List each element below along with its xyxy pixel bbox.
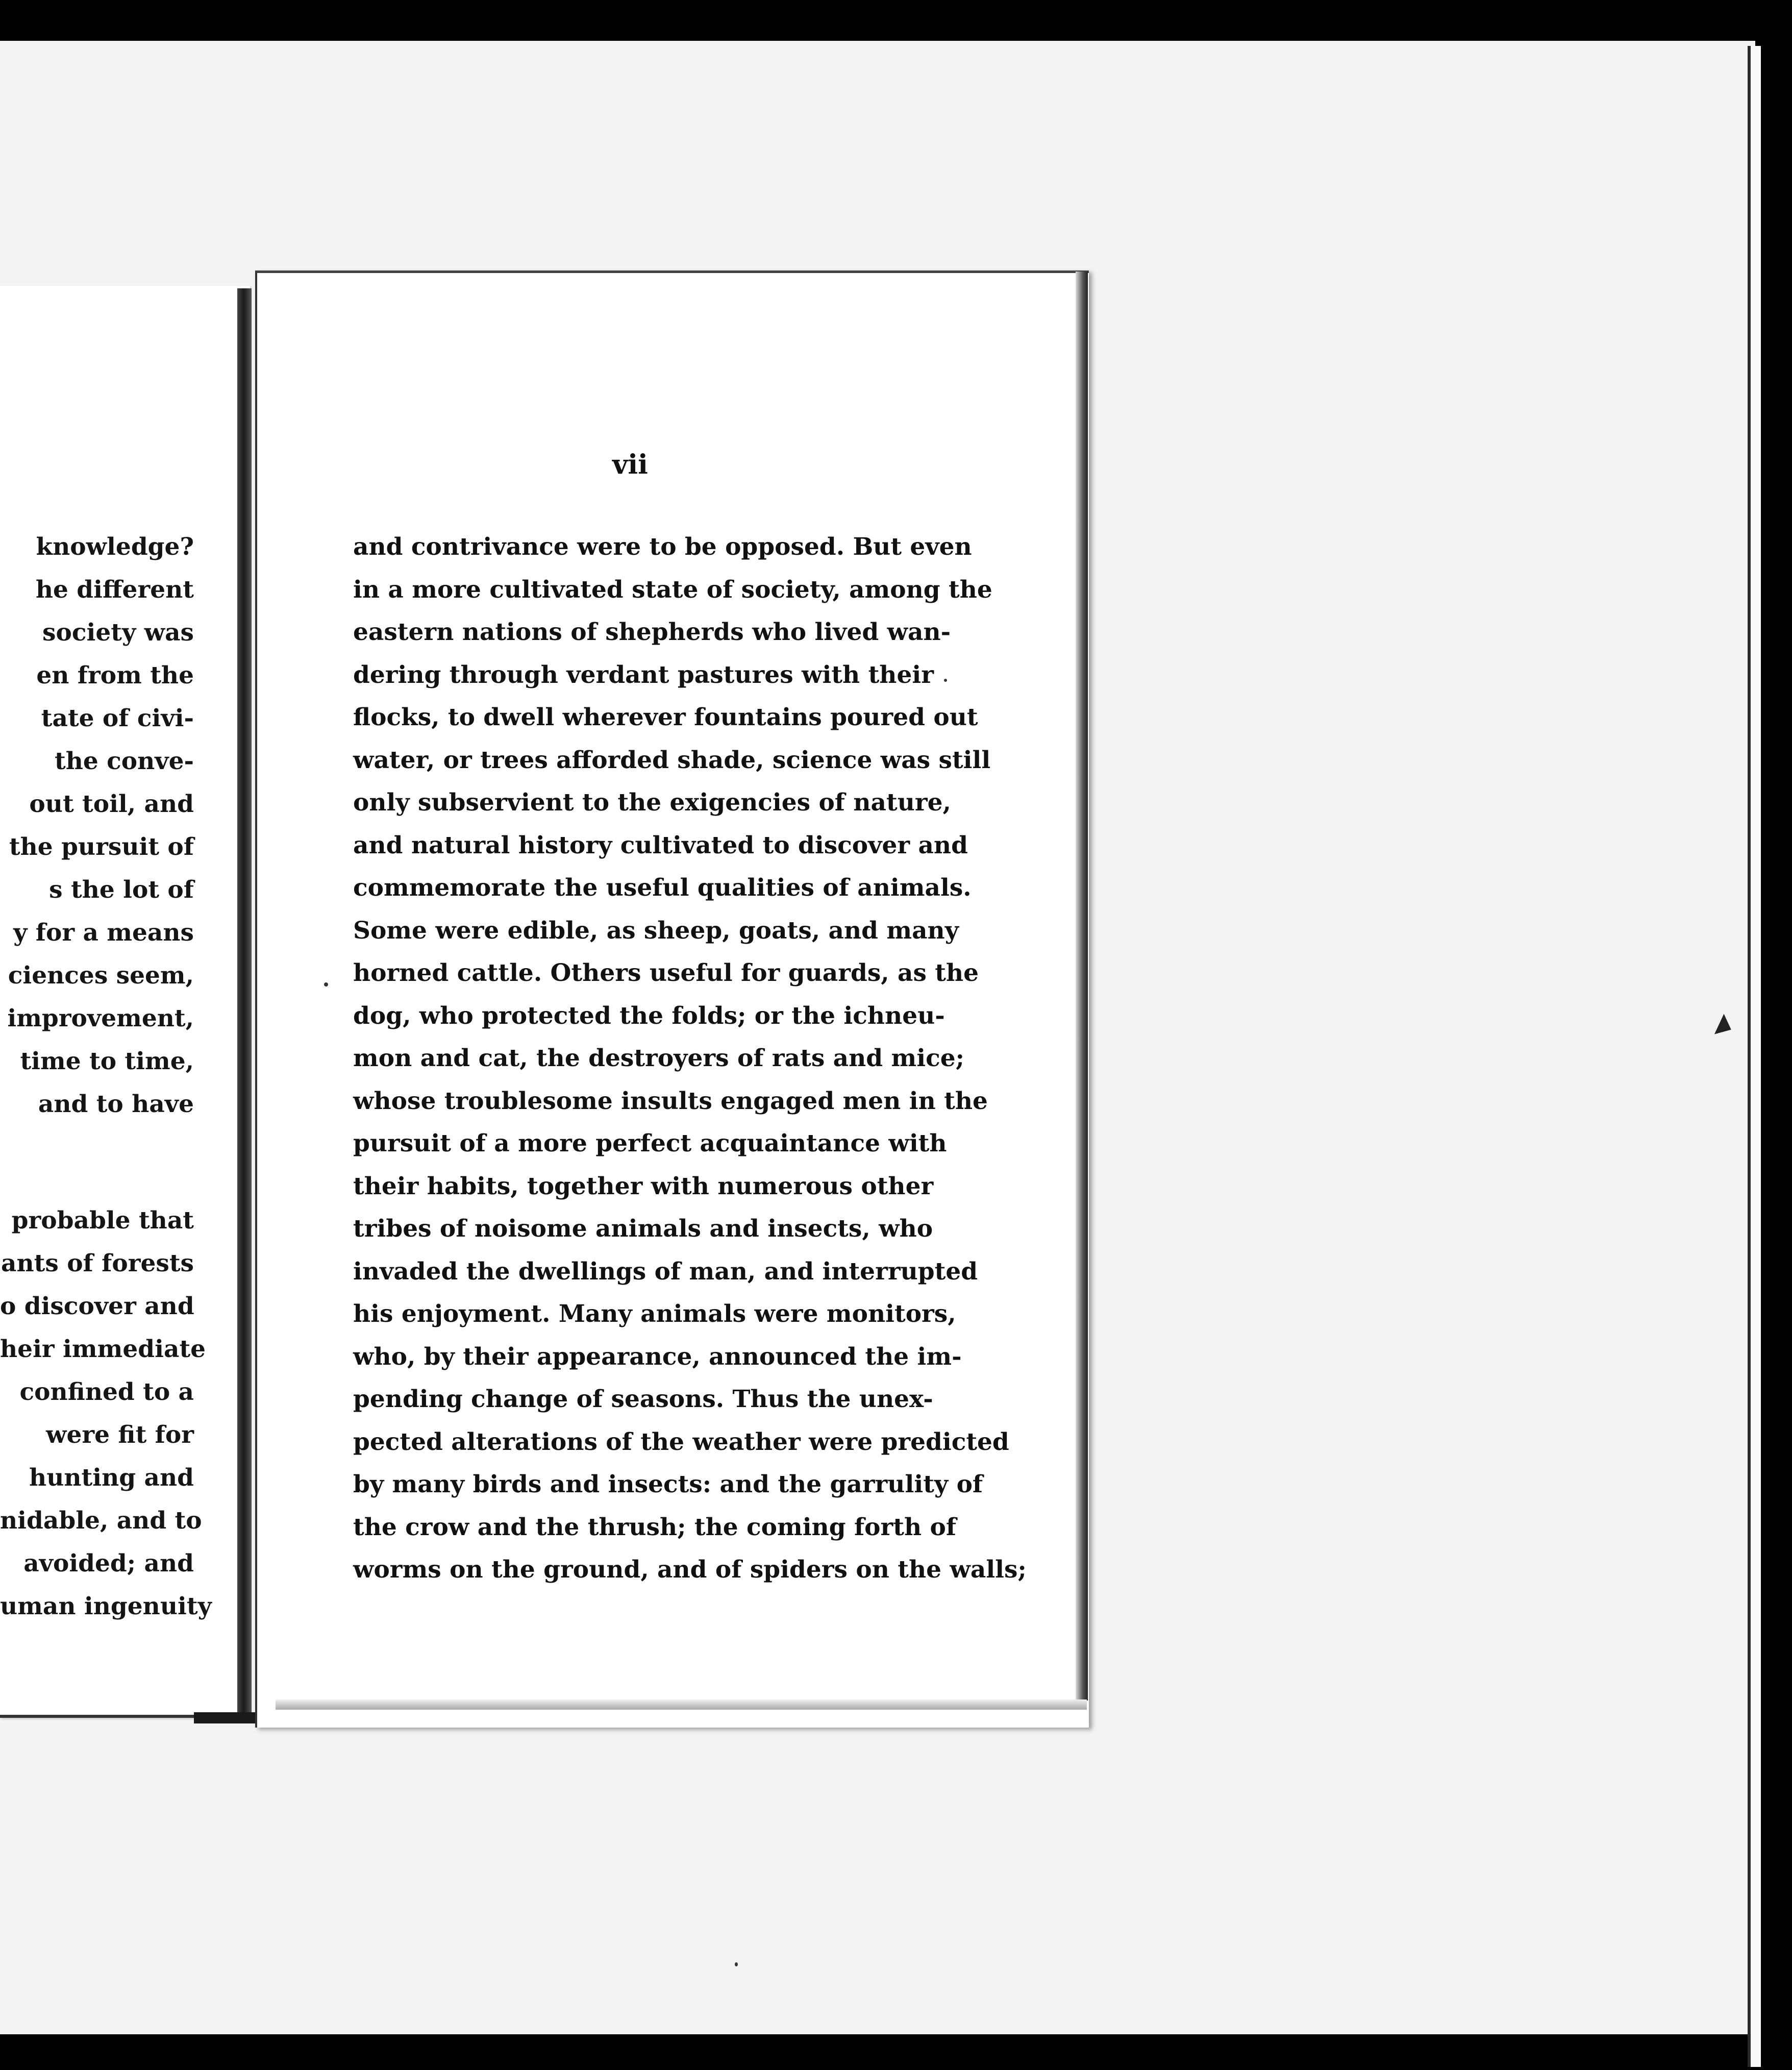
page-number: vii: [612, 449, 648, 480]
page-bottom-edge: [276, 1699, 1087, 1710]
text-line: only subservient to the exigencies of nature,: [353, 788, 951, 817]
left-line: confined to a: [19, 1378, 194, 1406]
text-line: tribes of noisome animals and insects, who: [353, 1215, 933, 1243]
text-line: the crow and the thrush; the coming forth of: [353, 1513, 957, 1541]
text-line: in a more cultivated state of society, among the: [353, 575, 992, 604]
left-line: s the lot of: [49, 876, 194, 904]
left-line: out toil, and: [29, 790, 194, 818]
left-line: heir immediate: [0, 1335, 206, 1363]
left-line: society was: [42, 619, 194, 647]
left-line: ants of forests: [1, 1249, 194, 1277]
text-line: by many birds and insects: and the garrulity of: [353, 1470, 983, 1498]
left-line: ciences seem,: [8, 962, 194, 990]
left-line: uman ingenuity: [0, 1592, 212, 1620]
left-line: avoided; and: [23, 1549, 194, 1578]
left-line: improvement,: [7, 1004, 194, 1032]
text-line: Some were edible, as sheep, goats, and many: [353, 916, 959, 945]
text-line: and natural history cultivated to discover and: [353, 831, 968, 859]
scan-speck: [944, 679, 947, 682]
text-line: his enjoyment. Many animals were monitors,: [353, 1300, 956, 1328]
text-line: who, by their appearance, announced the im-: [353, 1342, 962, 1371]
left-line: the pursuit of: [9, 833, 194, 861]
scan-speck: [735, 1962, 738, 1966]
scan-top-border: [0, 0, 1792, 41]
text-line: dog, who protected the folds; or the ichneu-: [353, 1001, 945, 1030]
text-line: dering through verdant pastures with their: [353, 660, 934, 689]
left-line: hunting and: [29, 1464, 194, 1492]
text-line: eastern nations of shepherds who lived wan-: [353, 618, 951, 646]
left-line: the conve-: [54, 747, 194, 775]
text-line: and contrivance were to be opposed. But even: [353, 533, 972, 561]
left-line: time to time,: [20, 1047, 194, 1075]
text-line: water, or trees afforded shade, science was still: [353, 746, 991, 774]
text-line: horned cattle. Others useful for guards, as the: [353, 959, 979, 987]
book-gutter: [237, 288, 252, 1712]
scan-bottom-border: [0, 2034, 1792, 2070]
left-line: probable that: [11, 1206, 194, 1235]
text-line: whose troublesome insults engaged men in the: [353, 1087, 988, 1115]
page-edge-shadow: [1076, 272, 1088, 1701]
page-body-text: [353, 526, 1027, 1591]
text-line: their habits, together with numerous other: [353, 1172, 934, 1200]
text-line: worms on the ground, and of spiders on the walls;: [353, 1556, 1027, 1584]
left-line: were fit for: [46, 1421, 194, 1449]
previous-page-text: [0, 526, 212, 1628]
left-line: he different: [35, 576, 194, 604]
left-line: knowledge?: [36, 533, 194, 561]
left-line: and to have: [38, 1090, 194, 1118]
left-line: y for a means: [13, 919, 194, 947]
left-line: nidable, and to: [0, 1507, 202, 1535]
left-paragraph-gap: [0, 1126, 194, 1199]
text-line: pursuit of a more perfect acquaintance with: [353, 1129, 947, 1157]
left-line: o discover and: [0, 1292, 194, 1320]
left-line: en from the: [36, 661, 194, 689]
scan-right-margin: [1748, 46, 1761, 2067]
scan-speck: [324, 982, 328, 987]
left-line: tate of civi-: [41, 704, 194, 732]
text-line: invaded the dwellings of man, and interrupted: [353, 1257, 978, 1286]
text-line: mon and cat, the destroyers of rats and mice;: [353, 1044, 964, 1072]
text-line: pending change of seasons. Thus the unex-: [353, 1385, 933, 1413]
text-line: commemorate the useful qualities of animals.: [353, 874, 972, 902]
text-line: pected alterations of the weather were predicted: [353, 1427, 1009, 1456]
text-line: flocks, to dwell wherever fountains poured out: [353, 703, 978, 731]
